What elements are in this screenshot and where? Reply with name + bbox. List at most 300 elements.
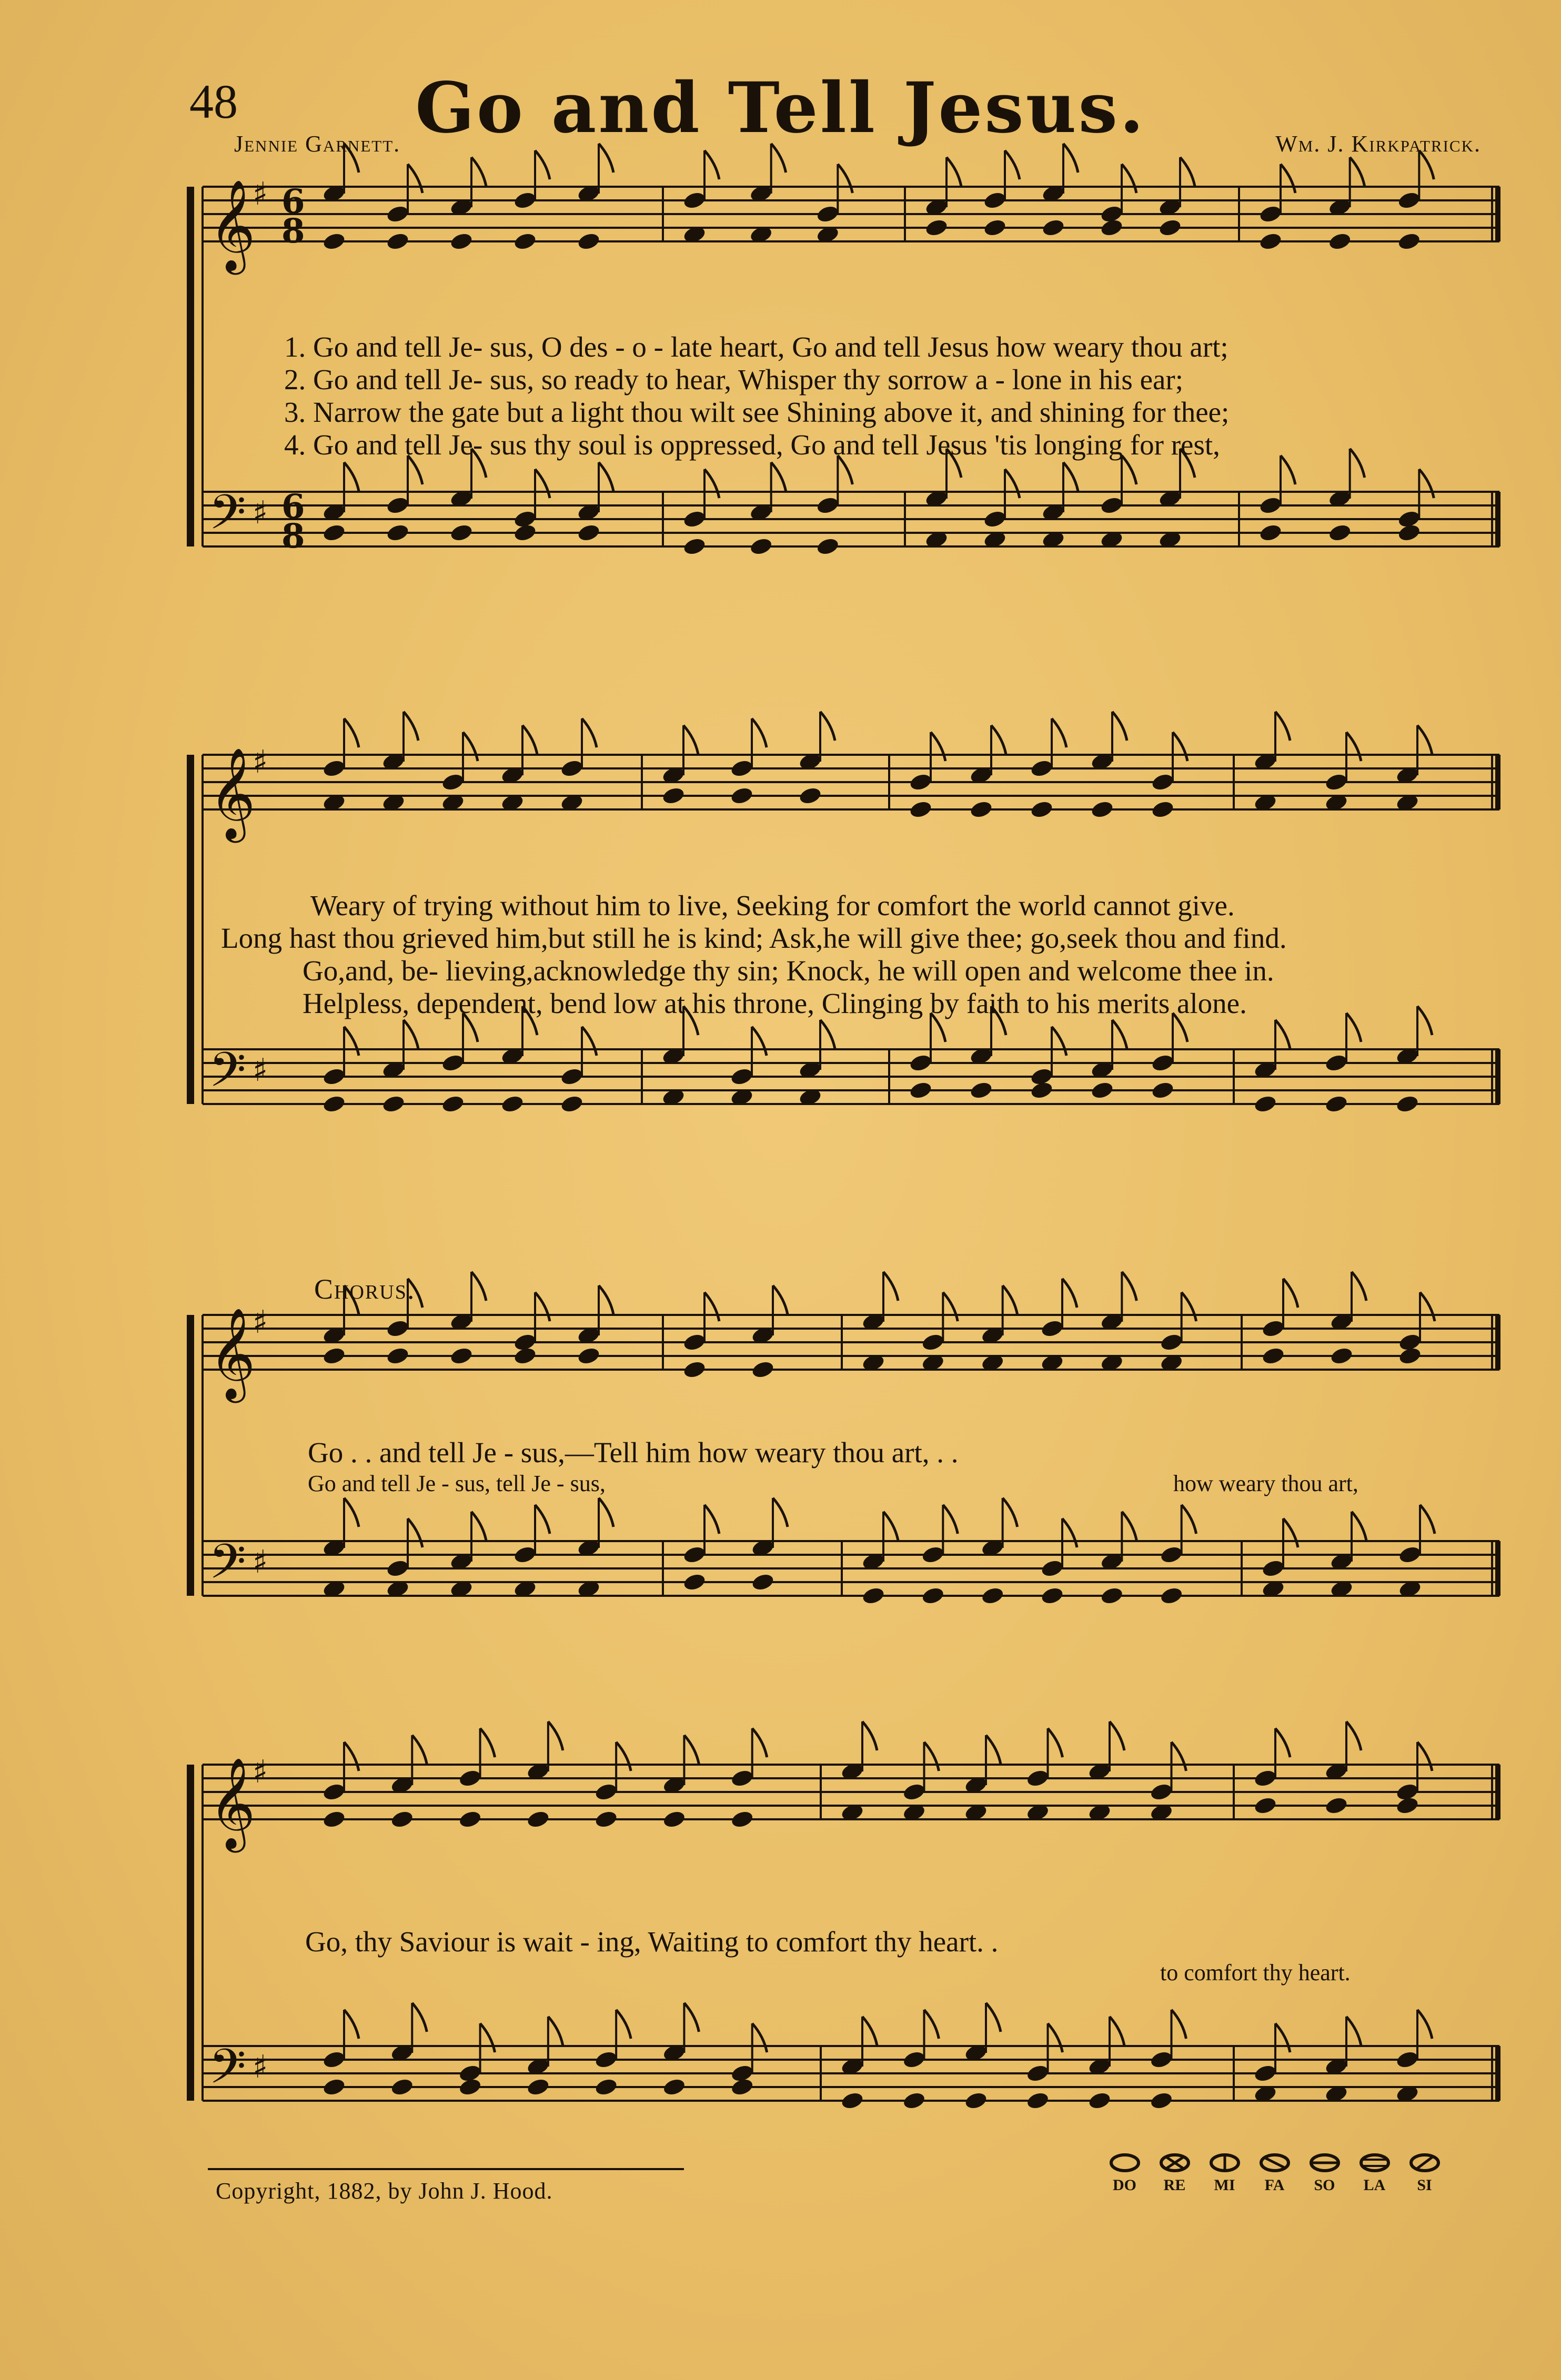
note-head — [386, 1319, 410, 1339]
note-flag — [1275, 2023, 1290, 2052]
note-head — [730, 758, 754, 778]
note-head — [322, 1809, 346, 1829]
note-flag — [535, 1292, 550, 1321]
note-flag — [344, 144, 359, 173]
solfa-do: DO — [1100, 2152, 1150, 2194]
note-flag — [412, 2003, 427, 2032]
note-head — [909, 799, 933, 819]
note-flag — [548, 2017, 563, 2045]
note-head — [577, 1346, 601, 1366]
note-head — [751, 1360, 775, 1380]
note-head — [1151, 1080, 1175, 1100]
note-head — [513, 1346, 537, 1366]
note-head — [662, 1809, 686, 1829]
solfa-re: RE — [1150, 2152, 1200, 2194]
solfa-fa: FA — [1250, 2152, 1300, 2194]
note-flag — [1122, 164, 1136, 193]
note-flag — [704, 1505, 719, 1534]
note-flag — [548, 1721, 563, 1750]
note-head — [1395, 2050, 1419, 2070]
note-flag — [684, 2003, 699, 2032]
note-head — [840, 2091, 864, 2111]
note-flag — [471, 1272, 486, 1301]
note-flag — [946, 157, 961, 186]
note-head — [526, 1809, 550, 1829]
end-bar-heavy — [1495, 1765, 1500, 1819]
note-head — [798, 786, 822, 806]
note-flag — [820, 1020, 835, 1049]
note-flag — [1110, 2017, 1124, 2045]
note-head — [902, 2091, 926, 2111]
note-head — [815, 204, 840, 224]
bass-clef: 𝄢 — [209, 484, 246, 552]
note-head — [441, 772, 465, 792]
note-flag — [408, 1518, 422, 1547]
note-flag — [404, 1020, 418, 1049]
note-head — [560, 1094, 584, 1114]
note-flag — [1417, 1006, 1432, 1035]
note-head — [969, 1080, 993, 1100]
note-flag — [344, 718, 359, 747]
note-head — [682, 1572, 707, 1592]
note-head — [386, 231, 410, 251]
note-head — [513, 1545, 537, 1565]
verse-1-line-b: Weary of trying without him to live, Seeking for comfort the world cannot give. — [310, 889, 1235, 921]
note-flag — [1182, 1292, 1196, 1321]
verse-1-line-a: 1. Go and tell Je- sus, O des - o - late heart, Go and tell Jesus how weary thou art; — [284, 331, 1228, 363]
note-head — [1395, 1094, 1419, 1114]
note-head — [1040, 1319, 1064, 1339]
note-head — [1149, 1782, 1173, 1802]
note-head — [730, 1067, 754, 1087]
note-head — [815, 536, 840, 556]
solfa-la: LA — [1349, 2152, 1399, 2194]
note-head — [594, 2077, 618, 2097]
note-flag — [684, 1735, 699, 1764]
note-flag — [773, 1285, 788, 1314]
note-head — [577, 231, 601, 251]
note-flag — [616, 1742, 631, 1771]
note-head — [1398, 1545, 1422, 1565]
note-head — [902, 2050, 926, 2070]
note-head — [983, 218, 1007, 238]
note-head — [322, 523, 346, 543]
note-head — [1030, 1080, 1054, 1100]
note-flag — [599, 1285, 613, 1314]
note-head — [1041, 218, 1065, 238]
chorus-label: Chorus. — [314, 1273, 416, 1305]
verse-2-line-b: Long hast thou grieved him,but still he is kind; Ask,he will give thee; go,seek thou and find. — [221, 922, 1287, 954]
note-head — [513, 190, 537, 210]
note-head — [458, 1768, 482, 1788]
end-bar-heavy — [1495, 492, 1500, 546]
note-flag — [1112, 712, 1127, 741]
note-flag — [1281, 455, 1295, 484]
note-flag — [522, 725, 537, 754]
note-head — [1025, 1768, 1050, 1788]
note-head — [577, 523, 601, 543]
note-head — [322, 2050, 346, 2070]
note-head — [1395, 1796, 1419, 1816]
note-flag — [1048, 1728, 1063, 1757]
note-head — [386, 523, 410, 543]
note-head — [1030, 758, 1054, 778]
note-head — [1261, 1346, 1285, 1366]
note-flag — [344, 462, 359, 491]
note-flag — [1063, 462, 1078, 491]
note-flag — [1346, 1721, 1361, 1750]
note-flag — [1346, 732, 1361, 761]
note-flag — [1005, 150, 1020, 179]
note-head — [983, 190, 1007, 210]
note-flag — [1352, 1512, 1366, 1541]
end-bar-heavy — [1495, 2046, 1500, 2101]
note-head — [560, 758, 584, 778]
note-head — [386, 1558, 410, 1578]
note-head — [1149, 2091, 1173, 2111]
note-flag — [480, 1728, 495, 1757]
note-head — [441, 1053, 465, 1073]
note-head — [980, 1586, 1004, 1606]
verse-4-line-b: Helpless, dependent, bend low at his throne, Clinging by faith to his merits alone. — [303, 987, 1247, 1019]
verse-4-line-a: 4. Go and tell Je- sus thy soul is oppressed, Go and tell Jesus 'tis longing for rest, — [284, 429, 1220, 461]
note-flag — [991, 725, 1006, 754]
system-brace — [187, 755, 194, 1104]
note-head — [1030, 799, 1054, 819]
note-flag — [1062, 1279, 1077, 1308]
note-head — [661, 786, 686, 806]
note-head — [1158, 218, 1182, 238]
time-signature-bottom: 8 — [281, 516, 305, 556]
note-head — [969, 799, 993, 819]
note-head — [1261, 1558, 1285, 1578]
key-sharp: ♯ — [253, 176, 268, 212]
note-flag — [986, 1735, 1001, 1764]
note-flag — [704, 150, 719, 179]
note-flag — [1052, 1027, 1066, 1056]
note-flag — [412, 1735, 427, 1764]
note-head — [1258, 495, 1283, 515]
verse-3-line-a: 3. Narrow the gate but a light thou wilt see Shining above it, and shining for thee; — [284, 396, 1230, 428]
note-head — [1261, 1319, 1285, 1339]
note-flag — [616, 2010, 631, 2039]
note-flag — [408, 164, 422, 193]
note-flag — [1110, 1721, 1124, 1750]
note-head — [1397, 523, 1421, 543]
note-flag — [1417, 1742, 1432, 1771]
note-flag — [1180, 157, 1195, 186]
key-sharp: ♯ — [253, 1052, 268, 1089]
footer-rule — [208, 2168, 684, 2170]
note-head — [1253, 2063, 1277, 2083]
end-bar-heavy — [1495, 755, 1500, 809]
note-flag — [752, 718, 767, 747]
note-head — [322, 1094, 346, 1114]
note-head — [1258, 523, 1283, 543]
key-sharp: ♯ — [253, 744, 268, 781]
note-head — [1151, 772, 1175, 792]
note-head — [730, 2077, 754, 2097]
note-flag — [582, 1027, 597, 1056]
note-flag — [924, 1742, 939, 1771]
note-head — [682, 1332, 707, 1352]
note-head — [322, 231, 346, 251]
note-head — [1258, 231, 1283, 251]
key-sharp: ♯ — [253, 1754, 268, 1790]
note-head — [1159, 1545, 1183, 1565]
note-flag — [1281, 164, 1295, 193]
note-head — [386, 495, 410, 515]
time-signature-top: 6 — [281, 487, 305, 526]
note-head — [1397, 190, 1421, 210]
note-head — [386, 204, 410, 224]
note-head — [500, 1094, 525, 1114]
note-flag — [1048, 2023, 1063, 2052]
note-flag — [683, 725, 698, 754]
note-head — [594, 1782, 618, 1802]
chorus-line-1: Go . . and tell Je - sus,—Tell him how weary thou art, . . — [308, 1436, 959, 1468]
lyricist: Jennie Garnett. — [234, 131, 401, 157]
copyright: Copyright, 1882, by John J. Hood. — [216, 2178, 553, 2204]
note-head — [1397, 231, 1421, 251]
note-head — [1258, 204, 1283, 224]
note-flag — [704, 1292, 719, 1321]
note-flag — [883, 1512, 898, 1541]
note-flag — [344, 2010, 359, 2039]
note-flag — [752, 1027, 767, 1056]
time-signature-top: 6 — [281, 182, 305, 221]
note-flag — [1112, 1020, 1127, 1049]
note-flag — [943, 1292, 958, 1321]
note-flag — [1005, 469, 1020, 498]
note-flag — [404, 712, 418, 741]
note-flag — [1172, 2010, 1186, 2039]
note-flag — [862, 2017, 877, 2045]
note-flag — [1062, 1518, 1077, 1547]
note-flag — [471, 1512, 486, 1541]
key-sharp: ♯ — [253, 2049, 268, 2085]
note-head — [1149, 2050, 1173, 2070]
note-flag — [1172, 1742, 1186, 1771]
note-head — [1330, 1346, 1354, 1366]
note-head — [1327, 523, 1352, 543]
note-head — [526, 2077, 550, 2097]
note-head — [322, 2077, 346, 2097]
note-head — [1159, 1332, 1183, 1352]
note-flag — [480, 2023, 495, 2052]
note-head — [322, 758, 346, 778]
end-bar-heavy — [1495, 1315, 1500, 1370]
note-head — [682, 509, 707, 529]
hymn-title: Go and Tell Jesus. — [415, 67, 1146, 149]
chorus-echo-1a: Go and tell Je - sus, tell Je - sus, — [308, 1471, 606, 1496]
note-head — [594, 1809, 618, 1829]
note-flag — [1346, 1013, 1361, 1042]
verse-2-line-a: 2. Go and tell Je- sus, so ready to hear, Whisper thy sorrow a - lone in his ear; — [284, 363, 1184, 396]
note-flag — [1122, 1512, 1136, 1541]
note-flag — [931, 732, 945, 761]
note-head — [730, 1809, 754, 1829]
note-head — [1151, 799, 1175, 819]
note-flag — [471, 157, 486, 186]
note-head — [513, 523, 537, 543]
note-head — [1090, 1080, 1114, 1100]
note-head — [921, 1332, 945, 1352]
chorus-line-2: Go, thy Saviour is wait - ing, Waiting to comfort thy heart. . — [305, 1926, 999, 1958]
note-flag — [582, 718, 597, 747]
note-flag — [752, 1728, 767, 1757]
note-head — [909, 772, 933, 792]
note-flag — [535, 469, 550, 498]
solfa-key — [1100, 2152, 1449, 2194]
note-head — [1398, 1346, 1422, 1366]
note-head — [682, 536, 707, 556]
note-head — [682, 1545, 707, 1565]
note-flag — [1350, 157, 1365, 186]
note-flag — [599, 1498, 613, 1527]
note-flag — [1283, 1279, 1298, 1308]
note-head — [909, 1080, 933, 1100]
system-brace — [187, 1765, 194, 2101]
note-head — [1040, 1558, 1064, 1578]
key-sharp: ♯ — [253, 494, 268, 531]
note-flag — [344, 1742, 359, 1771]
note-head — [1253, 1796, 1277, 1816]
note-head — [1253, 1094, 1277, 1114]
note-head — [1090, 799, 1114, 819]
note-head — [1151, 1053, 1175, 1073]
note-head — [390, 1809, 414, 1829]
note-flag — [883, 1272, 898, 1301]
note-head — [1040, 1586, 1064, 1606]
note-head — [1025, 2063, 1050, 2083]
note-head — [322, 1067, 346, 1087]
note-head — [390, 2077, 414, 2097]
time-signature-bottom: 8 — [281, 211, 305, 251]
note-head — [1100, 1586, 1124, 1606]
note-flag — [463, 732, 478, 761]
treble-clef: 𝄞 — [209, 1757, 256, 1849]
end-bar-heavy — [1495, 1049, 1500, 1104]
end-bar-heavy — [1495, 187, 1500, 241]
note-flag — [599, 462, 613, 491]
note-head — [1324, 772, 1348, 792]
note-head — [1159, 1586, 1183, 1606]
note-flag — [1003, 1498, 1018, 1527]
treble-clef: 𝄞 — [209, 747, 256, 839]
note-flag — [1420, 1505, 1435, 1534]
note-head — [560, 1067, 584, 1087]
note-head — [682, 1360, 707, 1380]
note-flag — [820, 712, 835, 741]
note-head — [1324, 1053, 1348, 1073]
solfa-si: SI — [1399, 2152, 1449, 2194]
note-head — [921, 1545, 945, 1565]
note-head — [815, 495, 840, 515]
note-flag — [1052, 718, 1066, 747]
note-head — [1087, 2091, 1112, 2111]
chorus-echo-2: to comfort thy heart. — [1160, 1960, 1351, 1986]
note-flag — [344, 1498, 359, 1527]
note-head — [749, 536, 773, 556]
note-flag — [1352, 1272, 1366, 1301]
solfa-mi: MI — [1200, 2152, 1250, 2194]
note-flag — [1350, 449, 1365, 478]
note-flag — [1173, 732, 1187, 761]
treble-clef: 𝄞 — [209, 1308, 256, 1399]
note-flag — [943, 1505, 958, 1534]
note-head — [513, 231, 537, 251]
solfa-so: SO — [1300, 2152, 1349, 2194]
note-head — [322, 1346, 346, 1366]
note-head — [1100, 218, 1124, 238]
note-head — [322, 1782, 346, 1802]
system-brace — [187, 187, 194, 546]
note-flag — [1275, 1020, 1290, 1049]
note-head — [449, 1346, 474, 1366]
note-flag — [986, 2003, 1001, 2032]
bass-clef: 𝄢 — [209, 2039, 246, 2106]
note-head — [662, 2077, 686, 2097]
note-head — [449, 523, 474, 543]
note-flag — [1063, 144, 1078, 173]
note-flag — [535, 150, 550, 179]
note-head — [730, 786, 754, 806]
note-head — [441, 1094, 465, 1114]
note-flag — [1419, 469, 1434, 498]
note-head — [458, 2077, 482, 2097]
verse-3-line-b: Go,and, be- lieving,acknowledge thy sin; Knock, he will open and welcome thee in. — [303, 955, 1274, 987]
note-flag — [924, 2010, 939, 2039]
end-bar-heavy — [1495, 1541, 1500, 1596]
treble-clef: 𝄞 — [209, 179, 256, 271]
note-head — [921, 1586, 945, 1606]
note-head — [964, 2091, 988, 2111]
note-head — [449, 231, 474, 251]
note-head — [730, 1768, 754, 1788]
chorus-echo-1b: how weary thou art, — [1173, 1471, 1358, 1496]
note-head — [386, 1346, 410, 1366]
note-flag — [1417, 2010, 1432, 2039]
note-flag — [535, 1505, 550, 1534]
note-head — [1327, 231, 1352, 251]
note-head — [983, 509, 1007, 529]
note-head — [861, 1586, 885, 1606]
key-sharp: ♯ — [253, 1544, 268, 1581]
system-brace — [187, 1315, 194, 1596]
note-flag — [1003, 1285, 1018, 1314]
note-head — [458, 1809, 482, 1829]
note-flag — [771, 462, 786, 491]
note-flag — [838, 164, 852, 193]
note-head — [381, 1094, 406, 1114]
note-flag — [773, 1498, 788, 1527]
bass-clef: 𝄢 — [209, 1042, 246, 1109]
note-head — [751, 1572, 775, 1592]
note-head — [1253, 1768, 1277, 1788]
note-head — [1025, 2091, 1050, 2111]
note-head — [594, 2050, 618, 2070]
note-flag — [752, 2023, 767, 2052]
note-flag — [344, 1027, 359, 1056]
bass-clef: 𝄢 — [209, 1534, 246, 1601]
note-flag — [1275, 1728, 1290, 1757]
note-flag — [1419, 150, 1434, 179]
note-flag — [1417, 725, 1432, 754]
key-sharp: ♯ — [253, 1304, 268, 1341]
note-flag — [1182, 1505, 1196, 1534]
note-flag — [599, 144, 613, 173]
